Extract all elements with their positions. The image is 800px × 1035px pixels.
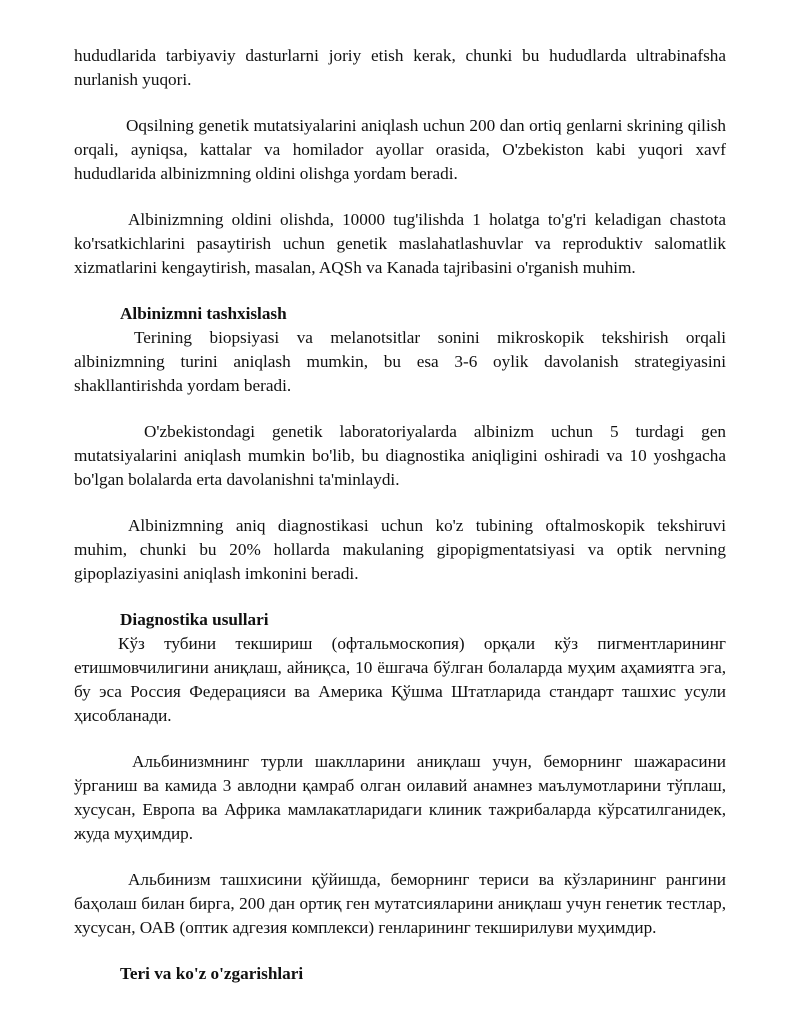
paragraph-family-history-cyrillic: Альбинизмнинг турли шаклларини аниқлаш учун, беморнинг шажарасини ўрганиш ва камида 3 авлодни қамраб олган оилавий анамнез маълумотларини тўплаш, хусусан, Европа ва Африка мамлакатларидаги клиник тажрибаларда кўрсатилганидек, жуда муҳимдир. [74, 752, 726, 843]
document-body [74, 44, 726, 986]
heading-skin-eye-changes: Teri va ko'z o'zgarishlari [120, 964, 304, 983]
paragraph-ophthalmoscopy: Albinizmning aniq diagnostikasi uchun ko'z tubining oftalmoskopik tekshiruvi muhim, chunki bu 20% hollarda makulaning gipopigmentatsiyasi va optik nervning gipoplaziyasini aniqlash imkonini beradi. [74, 516, 726, 583]
paragraph-intro-continuation: hududlarida tarbiyaviy dasturlarni joriy etish kerak, chunki bu hududlarda ultrabinafsha nurlanish yuqori. [74, 46, 726, 89]
paragraph-prevention: Albinizmning oldini olishda, 10000 tug'ilishda 1 holatga to'g'ri keladigan chastota ko'rsatkichlarini pasaytirish uchun genetik maslahatlashuvlar va reproduktiv salomatlik xizmatlarini kengaytirish, masalan, AQSh va Kanada tajribasini o'rganish muhim. [74, 210, 726, 277]
heading-albinism-diagnosis: Albinizmni tashxislash [120, 304, 287, 323]
paragraph-protein-screening: Oqsilning genetik mutatsiyalarini aniqlash uchun 200 dan ortiq genlarni skrining qilish orqali, ayniqsa, kattalar va homilador ayollar orasida, O'zbekiston kabi yuqori xavf hududlarida albinizmning oldini olishga yordam beradi. [74, 116, 726, 183]
paragraph-genetic-tests-cyrillic: Альбинизм ташхисини қўйишда, беморнинг териси ва кўзларининг рангини баҳолаш билан бирга, 200 дан ортиқ ген мутатсияларини аниқлаш учун генетик тестлар, хусусан, ОАВ (оптик адгезия комплекси) генларининг текширилуви муҳимдир. [74, 870, 726, 937]
heading-diagnostic-methods: Diagnostika usullari [120, 610, 269, 629]
paragraph-skin-biopsy: Terining biopsiyasi va melanotsitlar sonini mikroskopik tekshirish orqali albinizmning turini aniqlash mumkin, bu esa 3-6 oylik davolanish strategiyasini shakllantirishda yordam beradi. [74, 328, 726, 395]
paragraph-fundus-exam-cyrillic: Кўз тубини текшириш (офтальмоскопия) орқали кўз пигментларининг етишмовчилигини аниқлаш, айниқса, 10 ёшгача бўлган болаларда муҳим аҳамиятга эга, бу эса Россия Федерацияси ва Америка Қўшма Штатларида стандарт ташхис усули ҳисобланади. [74, 634, 726, 725]
paragraph-genetic-laboratories: O'zbekistondagi genetik laboratoriyalarda albinizm uchun 5 turdagi gen mutatsiyalarini aniqlash mumkin bo'lib, bu diagnostika aniqligini oshiradi va 10 yoshgacha bo'lgan bolalarda erta davolanishni ta'minlaydi. [74, 422, 726, 489]
